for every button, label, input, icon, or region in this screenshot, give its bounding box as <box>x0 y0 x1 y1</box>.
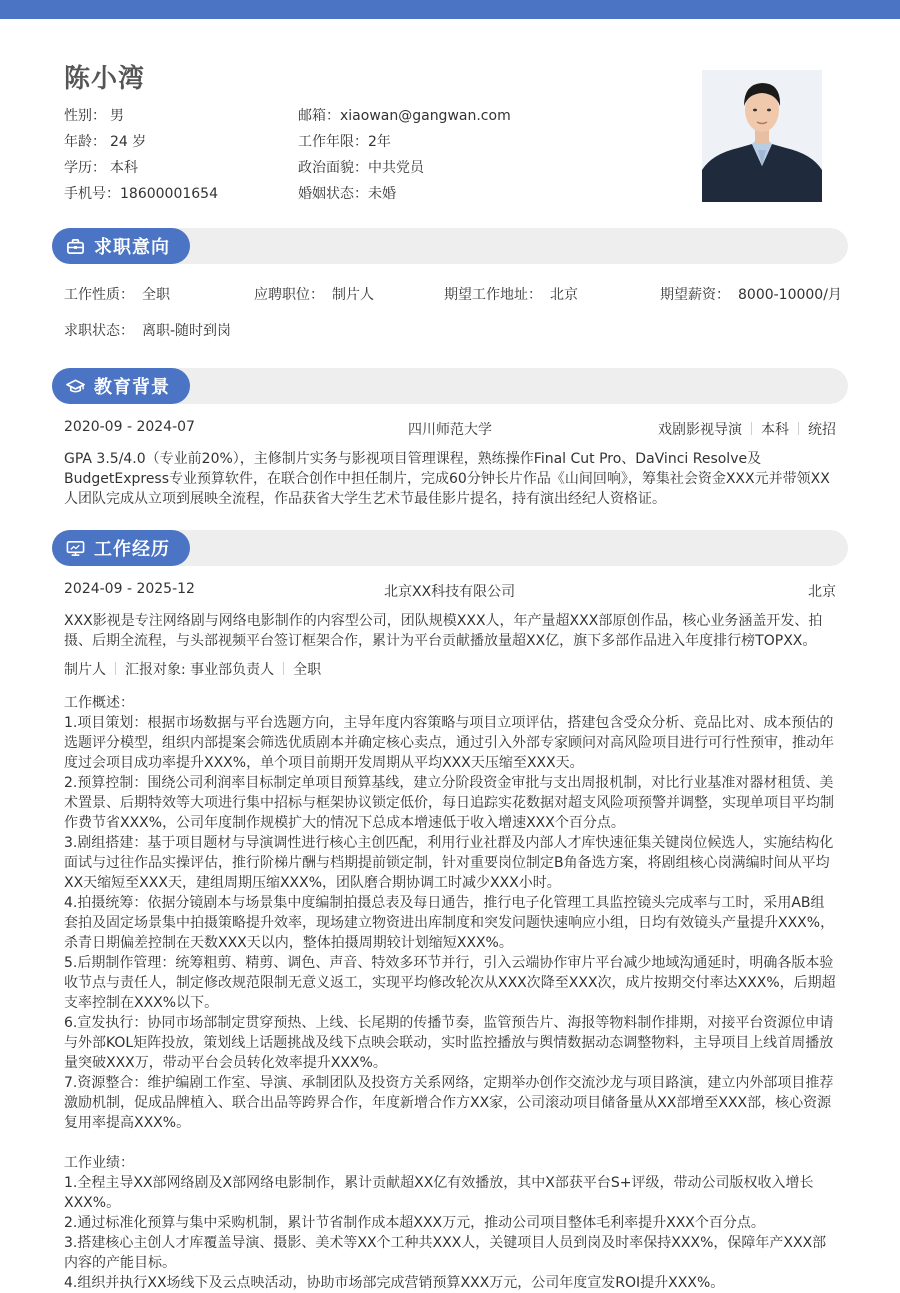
intent-type-value: 全职 <box>142 287 170 303</box>
intent-type <box>64 284 170 304</box>
divider <box>798 422 799 435</box>
work-period: 2024-09 - 2025-12 <box>64 581 195 597</box>
gender-value: 男 <box>110 108 124 124</box>
top-accent-bar <box>0 0 900 19</box>
work-overview-item: 5.后期制作管理：统筹粗剪、精剪、调色、声音、特效多环节并行，引入云端协作审片平台减少地域沟通延时，明确各版本验收节点与责任人，制定修改规范限制无意义返工，实现平均修改轮次从XXX次降至XXX次，成片按期交付率达XXX%，后期超支率控制在XXX%以下。 <box>64 955 836 1011</box>
years-label: 工作年限： <box>298 134 368 150</box>
marital-value: 未婚 <box>368 186 396 202</box>
edu-label: 学历： <box>64 160 106 176</box>
education-description <box>64 449 836 509</box>
intent-salary-value: 8000-10000/月 <box>738 287 842 303</box>
age-value: 24 岁 <box>110 134 147 150</box>
politics-label: 政治面貌： <box>298 160 368 176</box>
work-job-type: 全职 <box>293 662 322 678</box>
section-pill-education <box>52 368 190 404</box>
section-header-education <box>52 368 848 404</box>
info-years <box>298 129 391 155</box>
education-period: 2020-09 - 2024-07 <box>64 419 195 435</box>
work-result-item: 3.搭建核心主创人才库覆盖导演、摄影、美术等XX个工种共XXX人，关键项目人员到岗及时率保持XXX%，保障年产XXX部内容的产能目标。 <box>64 1235 827 1271</box>
email-label: 邮箱： <box>298 108 340 124</box>
work-company: 北京XX科技有限公司 <box>384 584 516 600</box>
edu-value: 本科 <box>110 160 138 176</box>
intent-salary-label: 期望薪资： <box>660 287 730 303</box>
work-overview-item: 6.宣发执行：协同市场部制定贯穿预热、上线、长尾期的传播节奏，监管预告片、海报等物料制作排期，对接平台资源位申请与外部KOL矩阵投放，策划线上话题挑战及线下点映会联动，实时监控播放与舆情数据动态调整物料，主导项目上线首周播放量突破XXX万，带动平台会员转化效率提升XXX%。 <box>64 1015 834 1071</box>
briefcase-icon <box>66 237 85 256</box>
divider <box>751 422 752 435</box>
info-gender <box>64 103 124 129</box>
work-meta <box>64 659 321 679</box>
section-pill-intent <box>52 228 190 264</box>
intent-location-value: 北京 <box>550 287 578 303</box>
section-header-work <box>52 530 848 566</box>
intent-salary <box>660 284 842 304</box>
info-politics <box>298 155 424 181</box>
work-result-item: 2.通过标准化预算与集中采购机制，累计节省制作成本超XXX万元，推动公司项目整体毛利率提升XXX个百分点。 <box>64 1215 765 1231</box>
profile-photo <box>702 70 822 202</box>
phone-label: 手机号： <box>64 186 120 202</box>
section-title-education: 教育背景 <box>94 377 170 398</box>
divider <box>115 662 116 675</box>
years-value: 2年 <box>368 134 391 150</box>
work-result-item: 1.全程主导XX部网络剧及X部网络电影制作，累计贡献超XX亿有效播放，其中X部获平台S+评级，带动公司版权收入增长XXX%。 <box>64 1175 814 1211</box>
intent-status-value: 离职-随时到岗 <box>142 323 232 339</box>
intent-location <box>444 284 578 304</box>
phone-value: 18600001654 <box>120 186 218 202</box>
work-report-to: 汇报对象: 事业部负责人 <box>125 662 275 678</box>
education-degree: 本科 <box>761 422 789 438</box>
work-company-description <box>64 611 836 651</box>
divider <box>283 662 284 675</box>
education-major: 戏剧影视导演 <box>658 422 742 438</box>
info-education <box>64 155 138 181</box>
education-school: 四川师范大学 <box>408 422 492 438</box>
intent-position <box>254 284 374 304</box>
section-pill-work <box>52 530 190 566</box>
intent-type-label: 工作性质： <box>64 287 134 303</box>
work-result-item: 4.组织并执行XX场线下及云点映活动，协助市场部完成营销预算XXX万元，公司年度宣发ROI提升XXX%。 <box>64 1275 725 1291</box>
intent-status-label: 求职状态： <box>64 323 134 339</box>
intent-location-label: 期望工作地址： <box>444 287 542 303</box>
info-email <box>298 103 511 129</box>
section-title-intent: 求职意向 <box>94 237 170 258</box>
work-overview-item: 3.剧组搭建：基于项目题材与导演调性进行核心主创匹配，利用行业社群及内部人才库快速征集关键岗位候选人，实施结构化面试与过往作品实操评估，推行阶梯片酬与档期提前锁定制，针对重要岗位制定B角备选方案，将剧组核心岗满编时间从平均XX天缩短至XXX天，建组周期压缩XXX%，团队磨合期协调工时减少XXX小时。 <box>64 835 834 891</box>
education-meta <box>658 419 836 439</box>
politics-value: 中共党员 <box>368 160 424 176</box>
education-description-text: GPA 3.5/4.0（专业前20%），主修制片实务与影视项目管理课程，熟练操作Final Cut Pro、DaVinci Resolve及BudgetExpress专业预算软件，在联合创作中担任制片，完成60分钟长片作品《山间回响》，筹集社会资金XXX元并带领XX人团队完成从立项到展映全流程，作品获省大学生艺术节最佳影片提名，持有演出经纪人资格证。 <box>64 451 830 507</box>
work-overview-item: 1.项目策划：根据市场数据与平台选题方向，主导年度内容策略与项目立项评估，搭建包含受众分析、竞品比对、成本预估的选题评分模型，组织内部提案会筛选优质剧本并确定核心卖点，通过引入外部专家顾问对高风险项目进行可行性预审，推动年度过会项目成功率提升XXX%，单个项目前期开发周期从平均XXX天压缩至XXX天。 <box>64 715 834 771</box>
monitor-icon <box>66 539 85 558</box>
candidate-name: 陈小湾 <box>64 64 146 94</box>
intent-position-label: 应聘职位： <box>254 287 324 303</box>
work-overview-item: 2.预算控制：围绕公司利润率目标制定单项目预算基线，建立分阶段资金审批与支出周报机制，对比行业基准对器材租赁、美术置景、后期特效等大项进行集中招标与框架协议锁定低价，每日追踪实花数据对超支风险项预警并调整，实现单项目平均制作费节省XXX%，公司年度制作规模扩大的情况下总成本增速低于收入增速XXX个百分点。 <box>64 775 834 831</box>
work-city: 北京 <box>808 584 836 600</box>
info-marital <box>298 181 396 207</box>
graduation-cap-icon <box>66 377 85 396</box>
education-enroll: 统招 <box>808 422 836 438</box>
gender-label: 性别： <box>64 108 106 124</box>
work-overview-item: 4.拍摄统筹：依据分镜剧本与场景集中度编制拍摄总表及每日通告，推行电子化管理工具监控镜头完成率与工时，采用AB组套拍及固定场景集中拍摄策略提升效率，现场建立物资进出库制度和突发问题快速响应小组，日均有效镜头产量提升XXX%，杀青日期偏差控制在天数XXX天以内，整体拍摄周期较计划缩短XXX%。 <box>64 895 835 951</box>
work-overview-label: 工作概述： <box>64 695 134 711</box>
marital-label: 婚姻状态： <box>298 186 368 202</box>
spacer <box>64 1133 836 1153</box>
work-company-description-text: XXX影视是专注网络剧与网络电影制作的内容型公司，团队规模XXX人，年产量超XXX部原创作品，核心业务涵盖开发、拍摄、后期全流程，与头部视频平台签订框架合作，累计为平台贡献播放量超XX亿，旗下多部作品进入年度排行榜TOPXX。 <box>64 613 823 649</box>
intent-position-value: 制片人 <box>332 287 374 303</box>
work-role: 制片人 <box>64 662 106 678</box>
section-header-intent <box>52 228 848 264</box>
email-value[interactable]: xiaowan@gangwan.com <box>340 108 511 124</box>
work-results-label: 工作业绩： <box>64 1155 134 1171</box>
work-overview-item: 7.资源整合：维护编剧工作室、导演、承制团队及投资方关系网络，定期举办创作交流沙龙与项目路演，建立内外部项目推荐激励机制，促成品牌植入、联合出品等跨界合作，年度新增合作方XX家，公司滚动项目储备量从XX部增至XXX部，核心资源复用率提高XXX%。 <box>64 1075 834 1131</box>
section-title-work: 工作经历 <box>94 539 170 560</box>
info-phone <box>64 181 218 207</box>
work-details <box>64 693 836 1293</box>
age-label: 年龄： <box>64 134 106 150</box>
info-age <box>64 129 146 155</box>
intent-status <box>64 320 231 340</box>
